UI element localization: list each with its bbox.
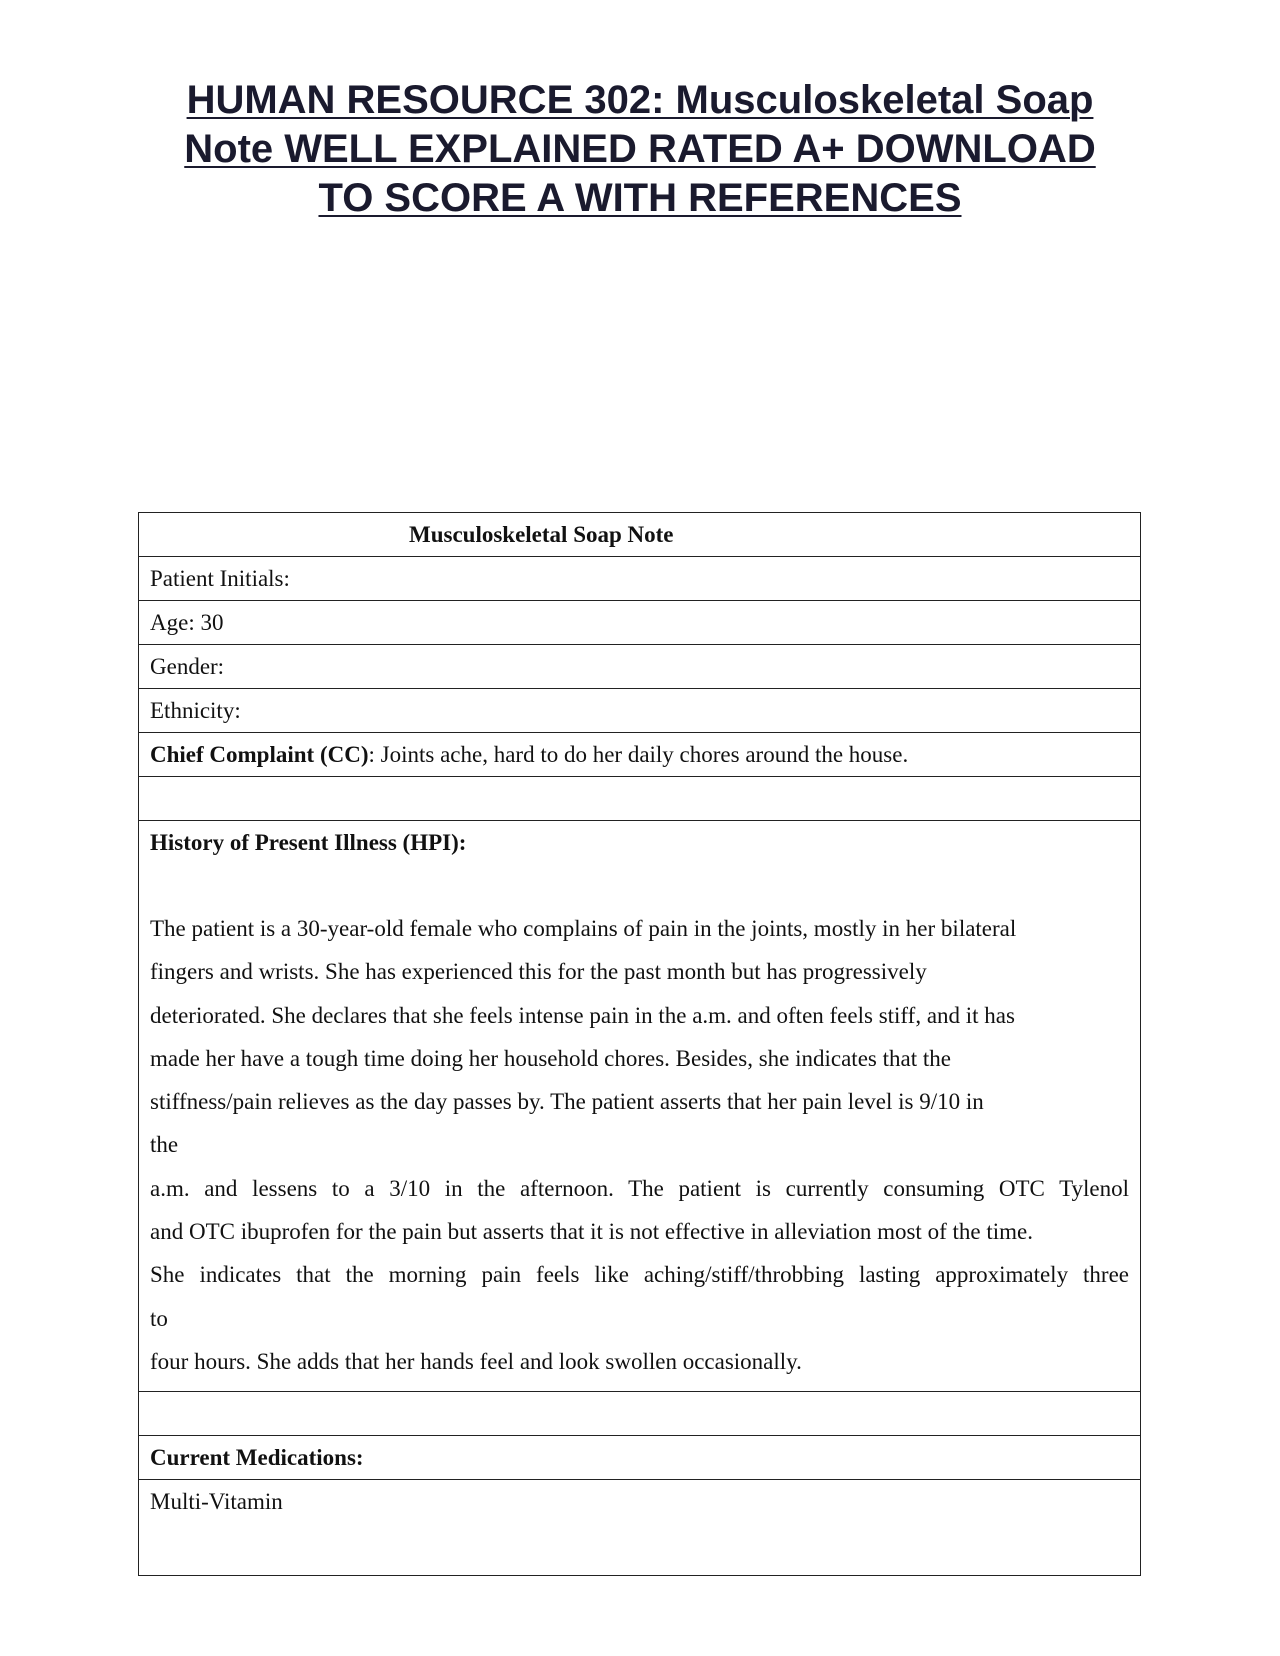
chief-complaint-label: Chief Complaint (CC)	[150, 742, 369, 767]
current-medications-value: Multi-Vitamin	[139, 1479, 1140, 1575]
blank-row	[139, 776, 1140, 820]
hpi-line: a.m. and lessens to a 3/10 in the afternoon. The patient is currently consuming OTC Tylenol	[150, 1175, 1129, 1201]
hpi-line: to	[150, 1305, 168, 1331]
blank-row	[139, 1391, 1140, 1435]
title-line-1: HUMAN RESOURCE 302: Musculoskeletal Soap	[186, 78, 1094, 122]
hpi-line: She indicates that the morning pain feels like aching/stiff/throbbing lasting approximately three	[150, 1262, 1129, 1288]
ethnicity-row: Ethnicity:	[139, 688, 1140, 732]
hpi-line: The patient is a 30-year-old female who complains of pain in the joints, mostly in her bilateral	[150, 916, 1017, 941]
table-header: Musculoskeletal Soap Note	[409, 522, 674, 547]
hpi-line: the	[150, 1132, 179, 1158]
hpi-heading: History of Present Illness (HPI):	[150, 830, 467, 855]
soap-note-table	[138, 512, 1141, 1576]
title-line-3: TO SCORE A WITH REFERENCES	[318, 176, 962, 220]
age-row: Age: 30	[139, 600, 1140, 644]
hpi-spacer	[150, 864, 1129, 907]
hpi-line: made her have a tough time doing her household chores. Besides, she indicates that the	[150, 1045, 951, 1071]
patient-initials-row: Patient Initials:	[139, 556, 1140, 600]
chief-complaint-text: : Joints ache, hard to do her daily chores around the house.	[368, 742, 909, 767]
current-medications-heading: Current Medications:	[139, 1435, 1140, 1479]
document-title	[130, 76, 1150, 223]
chief-complaint-row	[139, 732, 1140, 776]
hpi-line: fingers and wrists. She has experienced this for the past month but has progressively	[150, 959, 927, 985]
hpi-section	[139, 820, 1140, 1391]
hpi-line: deteriorated. She declares that she feels intense pain in the a.m. and often feels stiff, and it has	[150, 1002, 1015, 1028]
title-line-2: Note WELL EXPLAINED RATED A+ DOWNLOAD	[184, 127, 1096, 171]
hpi-line: and OTC ibuprofen for the pain but asserts that it is not effective in alleviation most of the time.	[150, 1219, 1033, 1245]
gender-row: Gender:	[139, 644, 1140, 688]
hpi-line: stiffness/pain relieves as the day passes by. The patient asserts that her pain level is 9/10 in	[150, 1089, 984, 1115]
hpi-line: four hours. She adds that her hands feel and look swollen occasionally.	[150, 1348, 802, 1374]
